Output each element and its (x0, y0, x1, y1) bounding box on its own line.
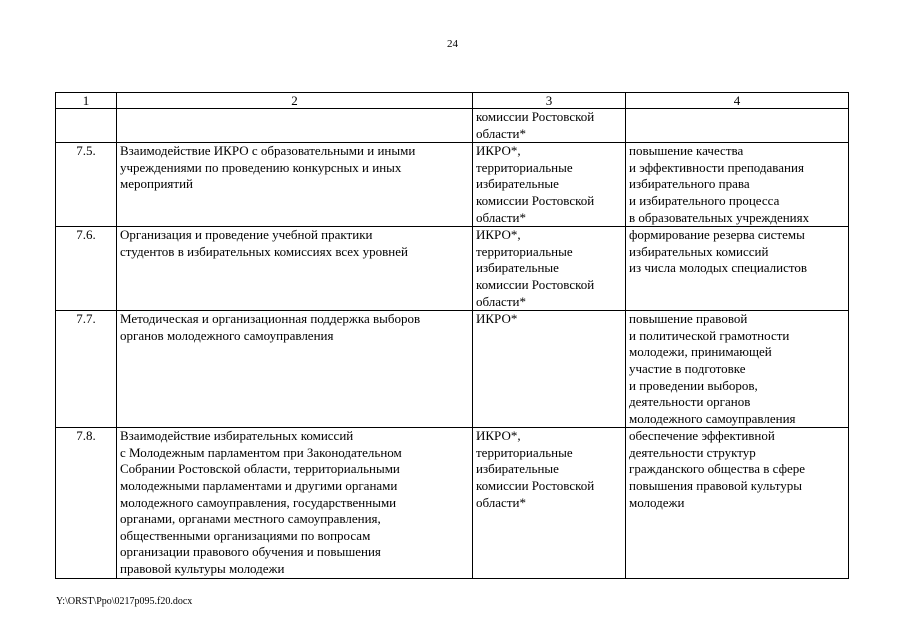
cell-line: области* (476, 293, 526, 309)
row-number-cell (56, 109, 117, 143)
cell-line: ИКРО*, (476, 143, 521, 159)
result-cell (626, 109, 849, 143)
table-header-row (56, 93, 849, 109)
activity-cell (117, 311, 473, 428)
cell-line: области* (476, 494, 526, 510)
cell-line: комиссии Ростовской (476, 109, 595, 124)
cell-line: участие в подготовке (629, 360, 746, 376)
row-number-cell: 7.7. (56, 311, 117, 428)
activity-cell (117, 109, 473, 143)
activity-cell (117, 143, 473, 227)
executors-cell (473, 143, 626, 227)
cell-line: деятельности органов (629, 394, 751, 410)
page-number: 24 (447, 38, 458, 50)
cell-line: и проведении выборов, (629, 377, 758, 393)
cell-line: и эффективности преподавания (629, 159, 804, 175)
cell-line: из числа молодых специалистов (629, 260, 808, 276)
cell-line: ИКРО* (476, 311, 518, 327)
column-header: 2 (117, 93, 473, 109)
column-header: 1 (56, 93, 117, 109)
cell-line: органами, органами местного самоуправления, (120, 511, 381, 527)
executors-cell (473, 109, 626, 143)
cell-line: правовой культуры молодежи (120, 561, 285, 577)
cell-line: Собрании Ростовской области, территориальными (120, 461, 400, 477)
row-number-cell: 7.5. (56, 143, 117, 227)
cell-line: области* (476, 209, 526, 225)
cell-line: избирательного права (629, 176, 750, 192)
cell-line: комиссии Ростовской (476, 192, 595, 208)
cell-line: повышение качества (629, 143, 744, 159)
cell-line: деятельности структур (629, 444, 756, 460)
cell-line: территориальные (476, 159, 573, 175)
cell-line: молодежи, принимающей (629, 344, 772, 360)
cell-line: ИКРО*, (476, 227, 521, 243)
cell-line: территориальные (476, 444, 573, 460)
cell-line: молодежного самоуправления (629, 410, 796, 426)
cell-line: Методическая и организационная поддержка выборов (120, 311, 421, 327)
table-row (56, 311, 849, 428)
executors-cell (473, 311, 626, 428)
cell-line: избирательные (476, 260, 559, 276)
cell-line: повышения правовой культуры (629, 478, 803, 494)
cell-line: избирательные (476, 461, 559, 477)
cell-line: общественными организациями по вопросам (120, 527, 371, 543)
cell-line: мероприятий (120, 176, 193, 192)
cell-line: территориальные (476, 243, 573, 259)
cell-line: с Молодежным парламентом при Законодательном (120, 444, 402, 460)
cell-line: органов молодежного самоуправления (120, 327, 334, 343)
result-cell (626, 143, 849, 227)
activity-cell (117, 428, 473, 578)
executors-cell (473, 428, 626, 578)
file-path-footer: Y:\ORST\Ppo\0217p095.f20.docx (56, 596, 193, 607)
cell-line: в образовательных учреждениях (629, 209, 810, 225)
cell-line: молодежного самоуправления, государственными (120, 494, 397, 510)
column-header: 3 (473, 93, 626, 109)
cell-line: организации правового обучения и повышения (120, 544, 381, 560)
table-row (56, 143, 849, 227)
table-row (56, 428, 849, 578)
cell-line: Взаимодействие ИКРО с образовательными и иными (120, 143, 416, 159)
cell-line: области* (476, 125, 526, 141)
cell-line: и политической грамотности (629, 327, 790, 343)
cell-line: студентов в избирательных комиссиях всех уровней (120, 243, 408, 259)
cell-line: формирование резерва системы (629, 227, 805, 243)
cell-line: учреждениями по проведению конкурсных и иных (120, 159, 402, 175)
row-number-cell: 7.6. (56, 227, 117, 311)
row-number-cell: 7.8. (56, 428, 117, 578)
column-header: 4 (626, 93, 849, 109)
cell-line: Взаимодействие избирательных комиссий (120, 428, 354, 444)
executors-cell (473, 227, 626, 311)
cell-line: гражданского общества в сфере (629, 461, 806, 477)
cell-line: повышение правовой (629, 311, 748, 327)
cell-line: комиссии Ростовской (476, 478, 595, 494)
result-cell (626, 311, 849, 428)
cell-line: избирательных комиссий (629, 243, 769, 259)
cell-line: и избирательного процесса (629, 192, 780, 208)
cell-line: комиссии Ростовской (476, 276, 595, 292)
table-row (56, 109, 849, 143)
cell-line: Организация и проведение учебной практики (120, 227, 373, 243)
cell-line: молодежными парламентами и другими органами (120, 478, 398, 494)
cell-line: молодежи (629, 494, 685, 510)
cell-line: ИКРО*, (476, 428, 521, 444)
activity-cell (117, 227, 473, 311)
cell-line: избирательные (476, 176, 559, 192)
result-cell (626, 428, 849, 578)
plan-table (55, 92, 849, 579)
result-cell (626, 227, 849, 311)
table-row (56, 227, 849, 311)
cell-line: обеспечение эффективной (629, 428, 775, 444)
